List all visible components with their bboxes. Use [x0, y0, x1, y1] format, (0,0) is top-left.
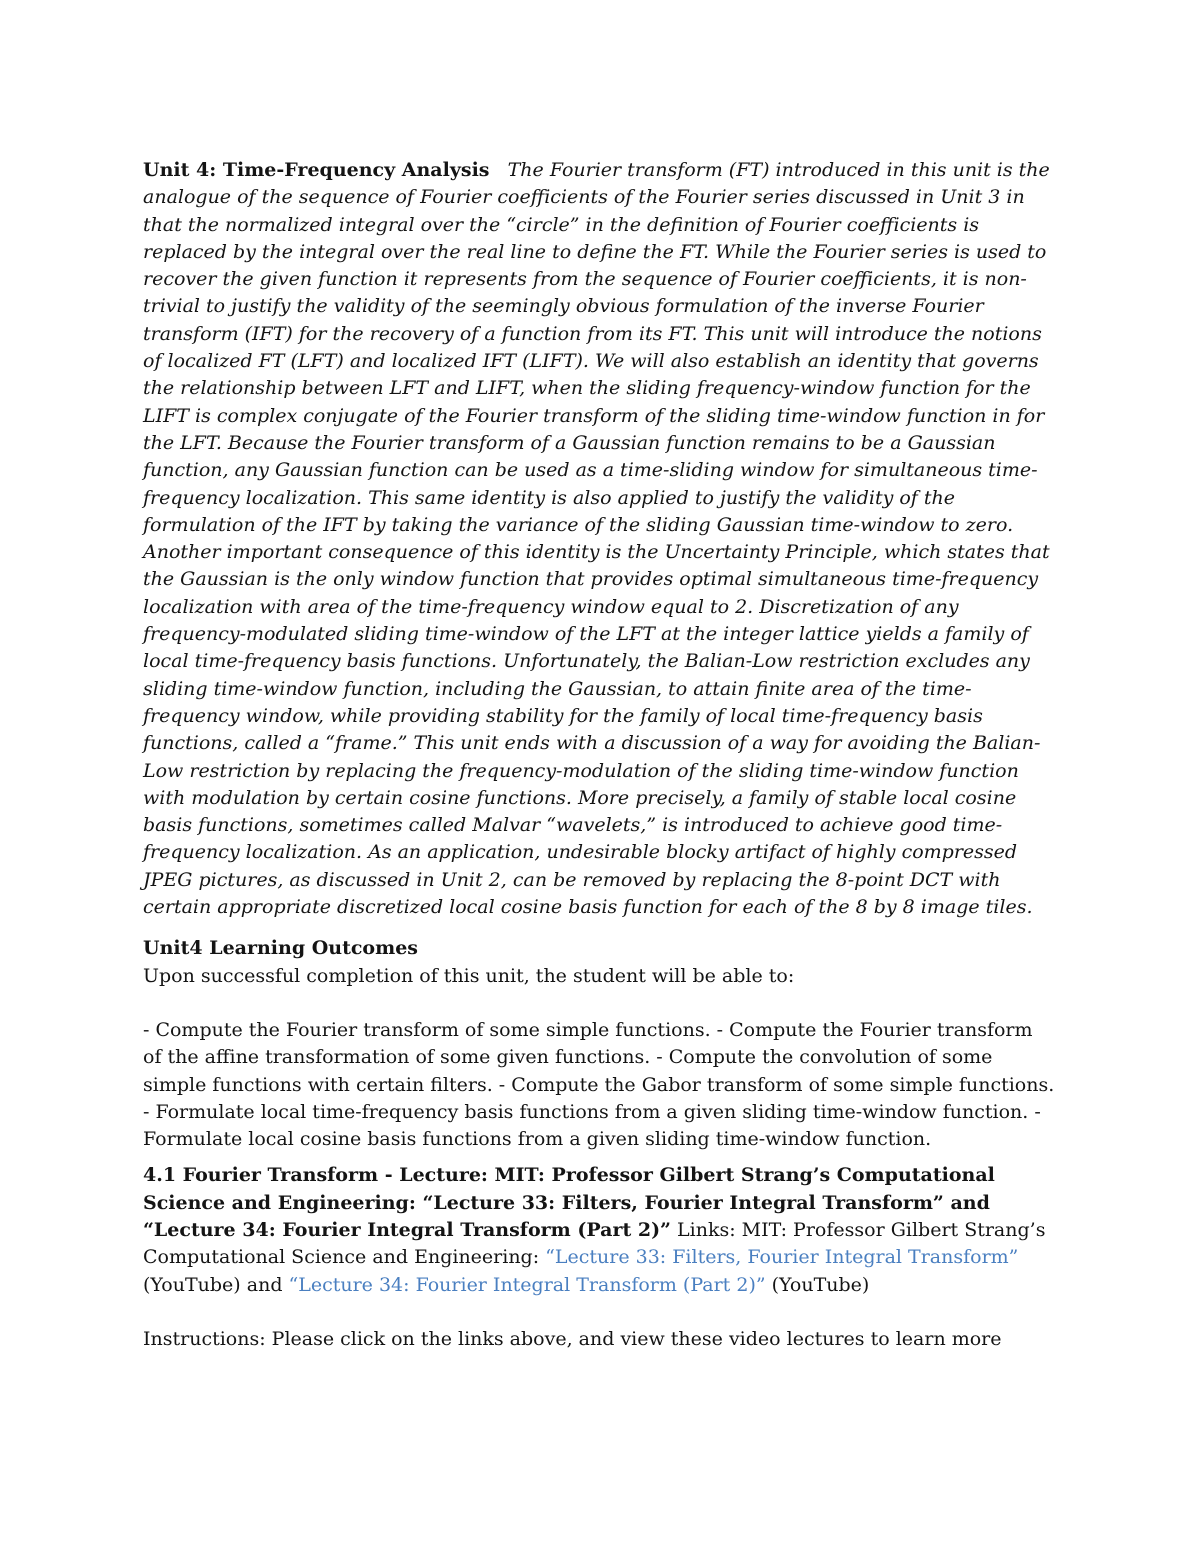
spacer: [143, 990, 1057, 1017]
spacer: [143, 1299, 1057, 1326]
section-4-1-title: 4.1 Fourier Transform - Lecture: MIT: Professor Gilbert Strang’s Computational Science and Engineering: “Lecture 33: Filters, Fourier Integral Transform” and “Lecture 34: Fourier Integral Transform (Part 2)”: [143, 1164, 995, 1241]
unit4-intro-paragraph: [143, 157, 1057, 921]
learning-outcomes-lead: Upon successful completion of this unit, the student will be able to:: [143, 964, 795, 987]
link1-suffix: (YouTube) and: [143, 1273, 289, 1296]
instructions-text: Instructions: Please click on the links above, and view these video lectures to learn more: [143, 1327, 1002, 1350]
section-4-1-paragraph: [143, 1162, 1057, 1298]
links-prefix: Links: MIT: Professor Gilbert Strang’s Computational Science and Engineering:: [143, 1218, 1046, 1269]
lecture-34-link[interactable]: “Lecture 34: Fourier Integral Transform (Part 2)”: [288, 1273, 766, 1296]
lecture-33-link[interactable]: “Lecture 33: Filters, Fourier Integral Transform”: [545, 1246, 1019, 1269]
unit4-heading: Unit 4: Time-Frequency Analysis: [143, 159, 490, 181]
learning-outcomes-heading: Unit4 Learning Outcomes: [143, 937, 418, 960]
unit4-intro-text: The Fourier transform (FT) introduced in this unit is the analogue of the sequence of Fourier coefficients of the Fourier series discussed in Unit 3 in that the normalized integral over the “circle” in the definition of Fourier coefficients is replaced by the integral over the real line to define the FT. While the Fourier series is used to recover the given function it represents from the sequence of Fourier coefficients, it is non-trivial to justify the validity of the seemingly obvious formulation of the inverse Fourier transform (IFT) for the recovery of a function from its FT. This unit will introduce the notions of localized FT (LFT) and localized IFT (LIFT). We will also establish an identity that governs the relationship between LFT and LIFT, when the sliding frequency-window function for the LIFT is complex conjugate of the Fourier transform of the sliding time-window function in for the LFT. Because the Fourier transform of a Gaussian function remains to be a Gaussian function, any Gaussian function can be used as a time-sliding window for simultaneous time-frequency localization. This same identity is also applied to justify the validity of the formulation of the IFT by taking the variance of the sliding Gaussian time-window to zero. Another important consequence of this identity is the Uncertainty Principle, which states that the Gaussian is the only window function that provides optimal simultaneous time-frequency localization with area of the time-frequency window equal to 2. Discretization of any frequency-modulated sliding time-window of the LFT at the integer lattice yields a family of local time-frequency basis functions. Unfortunately, the Balian-Low restriction excludes any sliding time-window function, including the Gaussian, to attain finite area of the time-frequency window, while providing stability for the family of local time-frequency basis functions, called a “frame.” This unit ends with a discussion of a way for avoiding the Balian-Low restriction by replacing the frequency-modulation of the sliding time-window function with modulation by certain cosine functions. More precisely, a family of stable local cosine basis functions, sometimes called Malvar “wavelets,” is introduced to achieve good time-frequency localization. As an application, undesirable blocky artifact of highly compressed JPEG pictures, as discussed in Unit 2, can be removed by replacing the 8-point DCT with certain appropriate discretized local cosine basis function for each of the 8 by 8 image tiles.: [143, 159, 1050, 919]
link2-suffix: (YouTube): [765, 1273, 870, 1296]
learning-outcomes-list: - Compute the Fourier transform of some simple functions. - Compute the Fourier transform of the affine transformation of some given functions. - Compute the convolution of some simple functions with certain filters. - Compute the Gabor transform of some simple functions. - Formulate local time-frequency basis functions from a given sliding time-window function. - Formulate local cosine basis functions from a given sliding time-window function.: [143, 1018, 1055, 1151]
